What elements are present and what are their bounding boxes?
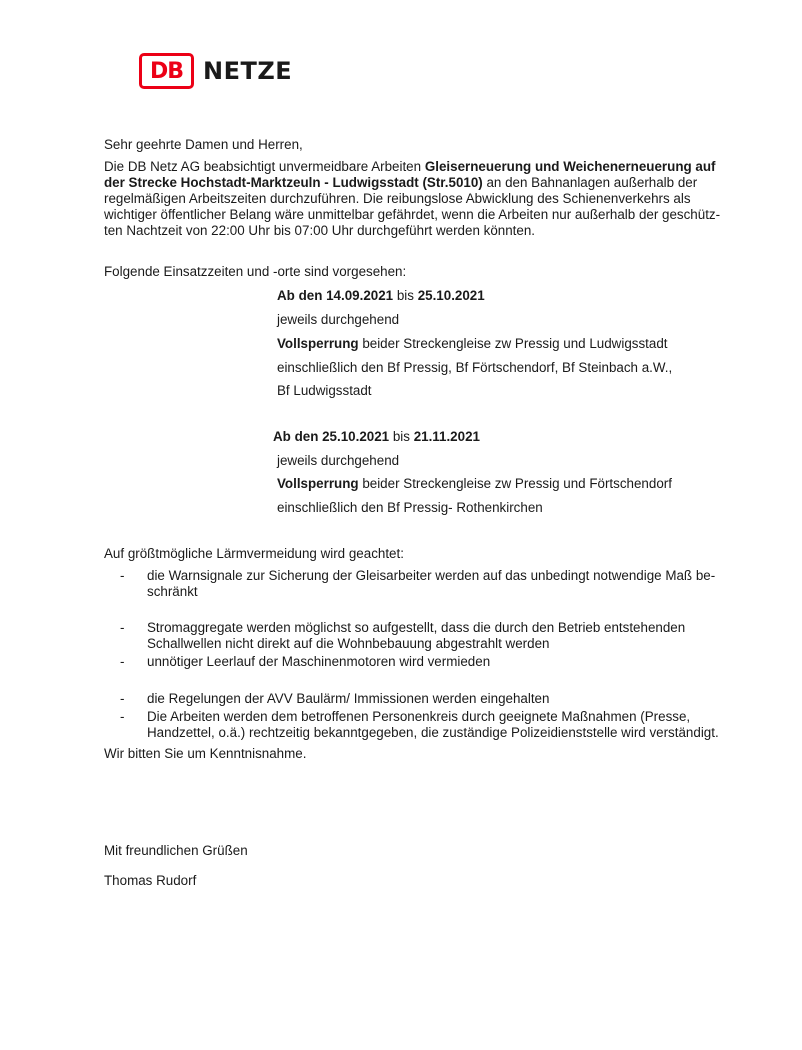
intro-paragraph [104, 159, 720, 239]
period1-dates [277, 288, 485, 303]
period1-closure-bold: Vollsperrung [277, 336, 359, 351]
bullet-dash: - [120, 709, 125, 724]
intro-text: Die DB Netz AG beabsichtigt unvermeidbare Arbeiten [104, 159, 425, 174]
period1-closure [277, 336, 668, 351]
intro-line-2 [104, 175, 720, 191]
greeting: Mit freundlichen Grüßen [104, 843, 248, 858]
intro-bold-text: Gleiserneuerung und Weichenerneuerung auf [424, 159, 716, 174]
db-logo-mark [139, 53, 194, 89]
period1-to-word: bis [393, 288, 418, 303]
bullet-dash: - [120, 654, 125, 669]
period1-to: 25.10.2021 [417, 288, 485, 303]
period1-mode: jeweils durchgehend [277, 312, 400, 327]
noise-intro: Auf größtmögliche Lärmvermeidung wird geachtet: [104, 546, 404, 561]
period2-to: 21.11.2021 [413, 429, 480, 444]
period2-from: Ab den 25.10.2021 [273, 429, 390, 444]
signatory-name: Thomas Rudorf [104, 873, 197, 888]
closing-request: Wir bitten Sie um Kenntnisnahme. [104, 746, 307, 761]
schedule-intro: Folgende Einsatzzeiten und -orte sind vorgesehen: [104, 264, 407, 279]
period1-stations-line-2: Bf Ludwigsstadt [277, 383, 372, 398]
intro-line-4: wichtiger öffentlicher Belang wäre unmittelbar gefährdet, wenn die Arbeiten nur außerhalb der geschütz- [104, 207, 721, 222]
bullet-5-line-2: Handzettel, o.ä.) rechtzeitig bekanntgegeben, die zuständige Polizeidienststelle wird verständigt. [147, 725, 719, 740]
bullet-2-line-2: Schallwellen nicht direkt auf die Wohnbebauung abgestrahlt werden [147, 636, 550, 651]
bullet-dash: - [120, 691, 125, 706]
period2-dates [273, 429, 480, 444]
db-logo-text: DB [149, 58, 184, 84]
bullet-1-line-1: die Warnsignale zur Sicherung der Gleisarbeiter werden auf das unbedingt notwendige Maß be- [147, 568, 716, 583]
period2-to-word: bis [389, 429, 414, 444]
period2-mode: jeweils durchgehend [277, 453, 400, 468]
period2-closure [277, 476, 672, 491]
route-bold-text: der Strecke Hochstadt-Marktzeuln - Ludwigsstadt (Str.5010) [104, 175, 483, 190]
db-netze-logo [139, 53, 292, 89]
period2-closure-bold: Vollsperrung [277, 476, 359, 491]
salutation: Sehr geehrte Damen und Herren, [104, 137, 303, 152]
netze-wordmark: NETZE [203, 57, 293, 85]
intro-text: an den Bahnanlagen außerhalb der [482, 175, 698, 190]
bullet-dash: - [120, 568, 125, 583]
bullet-4: die Regelungen der AVV Baulärm/ Immissionen werden eingehalten [147, 691, 550, 706]
period2-stations-line-1: einschließlich den Bf Pressig- Rothenkirchen [277, 500, 543, 515]
bullet-3: unnötiger Leerlauf der Maschinenmotoren wird vermieden [147, 654, 491, 669]
bullet-1-line-2: schränkt [147, 584, 198, 599]
period1-stations-line-1: einschließlich den Bf Pressig, Bf Förtschendorf, Bf Steinbach a.W., [277, 360, 673, 375]
bullet-2-line-1: Stromaggregate werden möglichst so aufgestellt, dass die durch den Betrieb entstehenden [147, 620, 686, 635]
bullet-dash: - [120, 620, 125, 635]
intro-line-3: regelmäßigen Arbeitszeiten durchzuführen. Die reibungslose Abwicklung des Schienenverkehrs als [104, 191, 691, 206]
period1-closure-text: beider Streckengleise zw Pressig und Ludwigsstadt [358, 336, 668, 351]
period1-from: Ab den 14.09.2021 [277, 288, 394, 303]
bullet-5-line-1: Die Arbeiten werden dem betroffenen Personenkreis durch geeignete Maßnahmen (Presse, [147, 709, 691, 724]
period2-closure-text: beider Streckengleise zw Pressig und Förtschendorf [358, 476, 672, 491]
intro-line-5: ten Nachtzeit von 22:00 Uhr bis 07:00 Uhr durchgeführt werden könnten. [104, 223, 535, 238]
intro-line-1 [104, 159, 720, 175]
